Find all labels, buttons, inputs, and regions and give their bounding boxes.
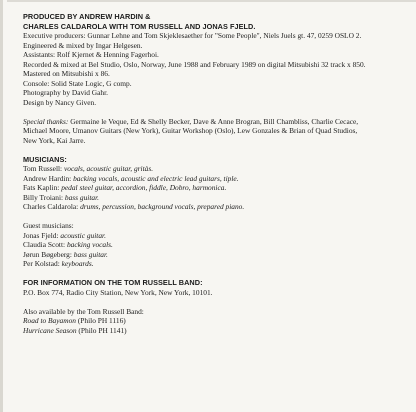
credit-mastered: Mastered on Mitsubishi x 86. xyxy=(23,69,110,78)
info-address: P.O. Box 774, Radio City Station, New York, New York, 10101. xyxy=(23,287,213,297)
guest-musicians-list xyxy=(23,231,413,269)
musician-name: Tom Russell: xyxy=(23,164,64,173)
guest-role: bass guitar. xyxy=(73,249,108,259)
guest-name: Claudia Scott: xyxy=(23,240,67,249)
musician-role: backing vocals, acoustic and electric lead guitars, tiple. xyxy=(73,173,239,183)
musician-item xyxy=(23,174,413,184)
guest-item xyxy=(23,250,413,260)
album-item xyxy=(23,326,413,336)
credit-recorded: Recorded & mixed at Bel Studio, Oslo, Norway, June 1988 and February 1989 on digital Mitsubishi 32 track x 850. xyxy=(23,59,366,69)
special-thanks-line-3: New York, Kai Jarre. xyxy=(23,135,86,145)
guest-musicians-heading: Guest musicians: xyxy=(23,221,74,230)
musician-item xyxy=(23,202,413,212)
musician-item xyxy=(23,164,413,174)
musician-item xyxy=(23,183,413,193)
album-title: Road to Bayamon xyxy=(23,316,76,325)
guest-item xyxy=(23,231,413,241)
musicians-heading: MUSICIANS: xyxy=(23,154,67,164)
musician-name: Billy Troiani: xyxy=(23,192,65,202)
albums-list xyxy=(23,316,413,335)
musicians-list xyxy=(23,164,413,212)
special-thanks-line-1: Germaine le Veque, Ed & Shelly Becker, Dave & Anne Brogran, Bill Chambliss, Charlie Cecace, xyxy=(68,116,359,126)
credits-content xyxy=(23,12,413,335)
musician-role: pedal steel guitar, accordion, fiddle, Dobro, harmonica. xyxy=(61,183,227,192)
musician-name: Charles Caldarola: xyxy=(23,202,81,211)
guest-role: acoustic guitar. xyxy=(60,230,106,240)
album-catalog: (Philo PH 1141) xyxy=(76,325,127,335)
guest-item xyxy=(23,259,413,269)
credit-photography: Photography by David Gahr. xyxy=(23,88,108,97)
credit-engineer: Engineered & mixed by Ingar Helgesen. xyxy=(23,40,143,50)
special-thanks-line-2: Michael Moore, Umanov Guitars (New York), Guitar Workshop (Oslo), Lew Gonzales & Brian of Quad Studios, xyxy=(23,126,358,135)
credit-design: Design by Nancy Given. xyxy=(23,97,97,107)
guest-role: backing vocals. xyxy=(66,240,113,249)
guest-name: Jonas Fjeld: xyxy=(23,230,61,240)
guest-item xyxy=(23,240,413,250)
special-thanks xyxy=(23,117,413,146)
album-title: Hurricane Season xyxy=(23,325,77,335)
album-catalog: (Philo PH 1116) xyxy=(75,316,126,325)
credits-list xyxy=(23,31,413,107)
special-thanks-label: Special thanks: xyxy=(23,116,69,126)
info-heading: FOR INFORMATION ON THE TOM RUSSELL BAND: xyxy=(23,278,203,287)
also-available-heading: Also available by the Tom Russell Band: xyxy=(23,306,144,316)
credit-executive: Executive producers: Gunnar Lehne and Tom Skjeklesaether for "Some People", Niels Juels gt. 47, 0259 OSLO 2. xyxy=(23,31,362,40)
credit-console: Console: Solid State Logic, G comp. xyxy=(23,78,132,88)
album-item xyxy=(23,316,413,326)
guest-name: Per Kolstad: xyxy=(23,259,62,268)
musician-name: Andrew Hardin: xyxy=(23,173,74,183)
musician-role: bass guitar. xyxy=(64,192,99,202)
musician-name: Fats Kaplin: xyxy=(23,183,62,192)
producers-line-2: CHARLES CALDAROLA WITH TOM RUSSELL AND JONAS FJELD. xyxy=(23,21,256,31)
guest-role: keyboards. xyxy=(61,259,94,268)
musician-role: vocals, acoustic guitar, gritàs. xyxy=(63,164,154,173)
musician-item xyxy=(23,193,413,203)
guest-name: Jørun Bøgeberg: xyxy=(23,249,74,259)
credit-assistants: Assistants: Rolf Kjernet & Henning Fagerhoi. xyxy=(23,50,159,59)
top-edge xyxy=(7,0,416,2)
producers-line-1: PRODUCED BY ANDREW HARDIN & xyxy=(23,12,151,21)
musician-role: drums, percussion, background vocals, prepared piano. xyxy=(80,202,245,211)
